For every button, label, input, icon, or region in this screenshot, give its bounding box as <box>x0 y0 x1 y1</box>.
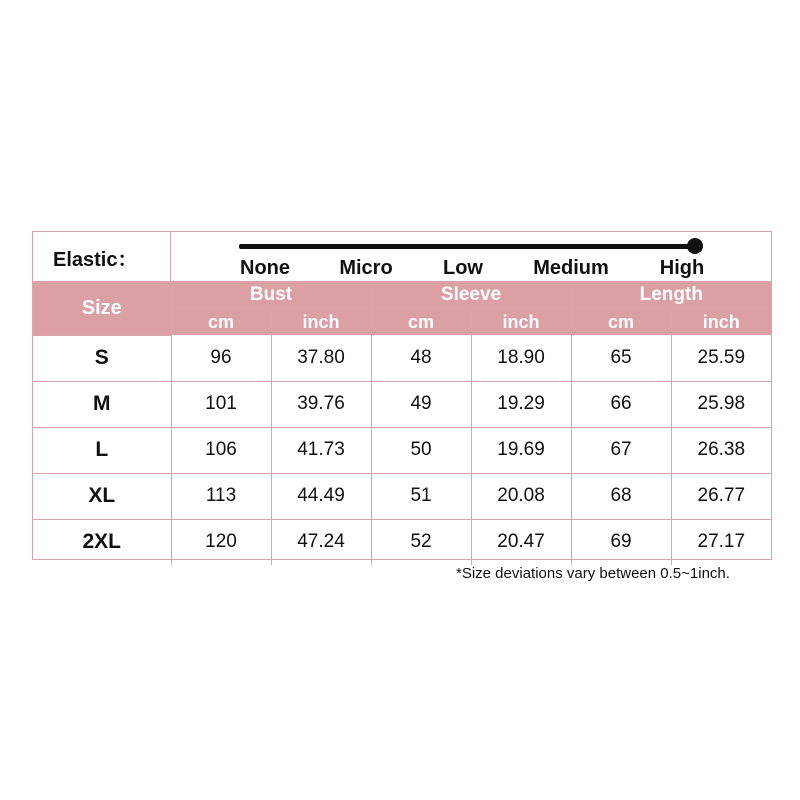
table-cell: 67 <box>571 427 671 473</box>
size-cell: S <box>33 335 171 381</box>
bust-header: Bust <box>171 282 371 309</box>
size-cell: L <box>33 427 171 473</box>
table-cell: 51 <box>371 473 471 519</box>
elastic-level-micro: Micro <box>339 257 393 279</box>
table-cell: 39.76 <box>271 381 371 427</box>
table-cell: 113 <box>171 473 271 519</box>
table-cell: 68 <box>571 473 671 519</box>
table-cell: 49 <box>371 381 471 427</box>
elastic-level-low: Low <box>443 257 483 279</box>
table-row <box>33 381 771 427</box>
table-row <box>33 473 771 519</box>
table-cell: 48 <box>371 335 471 381</box>
table-cell: 47.24 <box>271 519 371 565</box>
table-row <box>33 335 771 381</box>
unit-header: cm <box>371 309 471 336</box>
table-cell: 25.59 <box>671 335 771 381</box>
elastic-row <box>33 232 771 282</box>
table-row <box>33 427 771 473</box>
table-cell: 41.73 <box>271 427 371 473</box>
length-header: Length <box>571 282 771 309</box>
table-cell: 26.77 <box>671 473 771 519</box>
unit-header: cm <box>171 309 271 336</box>
table-cell: 20.47 <box>471 519 571 565</box>
sleeve-header: Sleeve <box>371 282 571 309</box>
table-cell: 65 <box>571 335 671 381</box>
table-cell: 19.29 <box>471 381 571 427</box>
table-cell: 69 <box>571 519 671 565</box>
table-cell: 44.49 <box>271 473 371 519</box>
size-column-header: Size <box>33 282 171 335</box>
table-cell: 37.80 <box>271 335 371 381</box>
elastic-level-none: None <box>240 257 290 279</box>
table-cell: 25.98 <box>671 381 771 427</box>
size-cell: M <box>33 381 171 427</box>
table-row <box>33 519 771 565</box>
table-cell: 66 <box>571 381 671 427</box>
table-cell: 50 <box>371 427 471 473</box>
elastic-scale-bar <box>239 244 697 249</box>
size-table <box>33 282 771 565</box>
size-cell: 2XL <box>33 519 171 565</box>
unit-header: cm <box>571 309 671 336</box>
table-cell: 27.17 <box>671 519 771 565</box>
unit-header: inch <box>471 309 571 336</box>
table-cell: 18.90 <box>471 335 571 381</box>
elastic-level-high: High <box>659 257 705 279</box>
table-cell: 20.08 <box>471 473 571 519</box>
elastic-level-medium: Medium <box>533 257 609 279</box>
table-cell: 96 <box>171 335 271 381</box>
unit-header: inch <box>671 309 771 336</box>
table-cell: 106 <box>171 427 271 473</box>
table-cell: 19.69 <box>471 427 571 473</box>
table-cell: 52 <box>371 519 471 565</box>
size-table-wrapper <box>33 282 771 565</box>
size-deviation-note: *Size deviations vary between 0.5~1inch. <box>456 565 730 582</box>
elastic-scale-indicator <box>687 238 703 254</box>
unit-header: inch <box>271 309 371 336</box>
table-cell: 26.38 <box>671 427 771 473</box>
table-cell: 101 <box>171 381 271 427</box>
table-cell: 120 <box>171 519 271 565</box>
elastic-label: Elastic： <box>33 232 171 282</box>
size-cell: XL <box>33 473 171 519</box>
size-chart <box>32 231 772 560</box>
